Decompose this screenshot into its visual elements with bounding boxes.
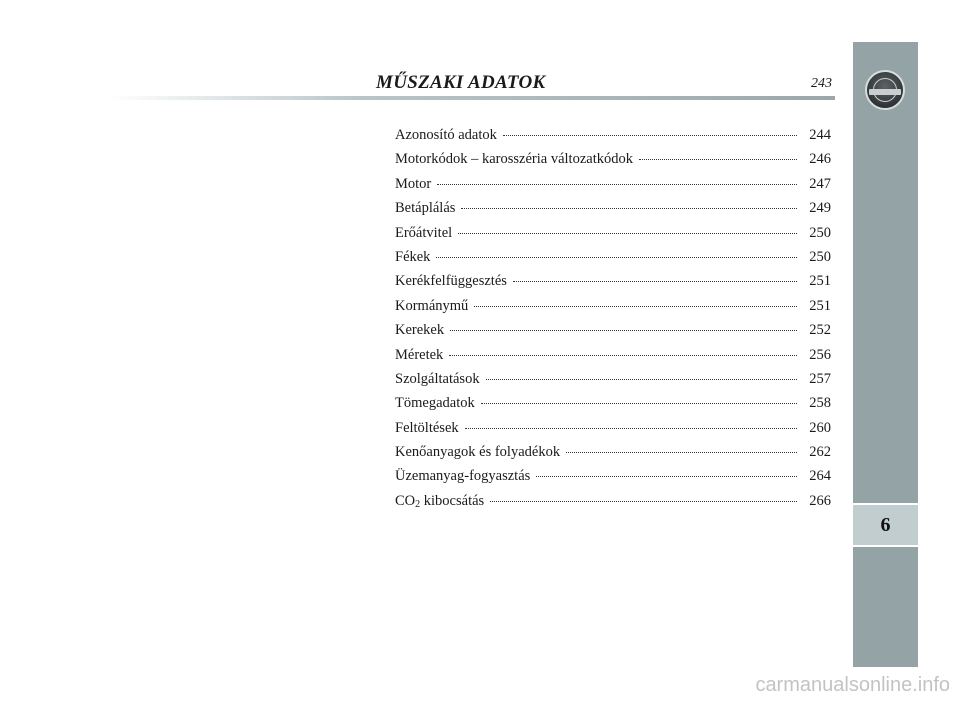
dot-leader [474,306,797,307]
dot-leader [437,184,797,185]
dot-leader [503,135,797,136]
toc-entry[interactable] [395,440,831,464]
toc-entry-page: 251 [809,273,831,290]
toc-entry[interactable] [395,416,831,440]
toc-entry[interactable] [395,172,831,196]
toc-entry-page: 257 [809,370,831,387]
dot-leader [486,379,797,380]
logo-bar [869,89,901,95]
toc-entry-label: Kerekek [395,322,445,339]
dot-leader [566,452,797,453]
toc-entry-label: Szolgáltatások [395,370,480,387]
dot-leader [490,501,797,502]
dot-leader [458,233,797,234]
toc-entry-page: 266 [809,492,831,509]
watermark: carmanualsonline.info [755,674,950,696]
toc-entry-page: 251 [809,297,831,314]
toc-entry[interactable] [395,245,831,269]
dot-leader [639,159,797,160]
toc-entry[interactable] [395,221,831,245]
toc-entry-page: 252 [809,322,831,339]
toc-entry[interactable] [395,343,831,367]
toc-entry-label: Feltöltések [395,419,459,436]
co2-suffix: kibocsátás [420,492,485,509]
toc-entry[interactable] [395,391,831,415]
toc-entry-page: 250 [809,248,831,265]
toc-entry-page: 247 [809,175,831,192]
toc-entry-label: Fékek [395,248,431,265]
toc-entry-page: 258 [809,395,831,412]
toc-entry[interactable] [395,367,831,391]
page-title: MŰSZAKI ADATOK [376,72,546,93]
toc-entry-page: 264 [809,468,831,485]
toc-entry-label [395,489,484,513]
toc-entry-label: Üzemanyag-fogyasztás [395,468,531,485]
dot-leader [513,281,797,282]
toc-entry-page: 250 [809,224,831,241]
chapter-sidebar [853,42,918,667]
lancia-logo-icon [865,70,905,110]
toc-entry-label: Motorkódok – karosszéria változatkódok [395,151,633,168]
toc-entry-page: 244 [809,127,831,143]
co2-prefix: CO [395,492,416,509]
co2-subscript: 2 [415,498,421,510]
toc-entry[interactable] [395,464,831,488]
toc-entry[interactable] [395,147,831,171]
chapter-tab[interactable]: 6 [853,503,918,547]
toc-entry[interactable] [395,294,831,318]
dot-leader [449,355,797,356]
dot-leader [450,330,797,331]
toc-entry-label: Kormánymű [395,297,469,314]
toc-entry-label: Azonosító adatok [395,127,497,143]
dot-leader [461,208,797,209]
toc-entry-label: Tömegadatok [395,395,475,412]
toc-entry-page: 246 [809,151,831,168]
page-number: 243 [811,76,832,91]
toc-entry[interactable] [395,489,831,513]
toc-entry[interactable] [395,123,831,147]
toc-entry-label: Kenőanyagok és folyadékok [395,444,561,461]
toc-entry-page: 249 [809,200,831,217]
toc-entry[interactable] [395,269,831,293]
toc-entry-label: Kerékfelfüggesztés [395,273,507,290]
toc-entry-page: 260 [809,419,831,436]
dot-leader [536,476,797,477]
toc-entry-label: Betáplálás [395,200,456,217]
dot-leader [436,257,797,258]
toc-entry-page: 256 [809,346,831,363]
dot-leader [481,403,797,404]
header-rule [110,96,835,100]
toc-entry-label: Erőátvitel [395,224,453,241]
toc-entry[interactable] [395,196,831,220]
dot-leader [465,428,797,429]
toc-entry[interactable] [395,318,831,342]
table-of-contents [395,123,831,513]
toc-entry-label: Motor [395,175,432,192]
toc-entry-label: Méretek [395,346,444,363]
toc-entry-page: 262 [809,444,831,461]
